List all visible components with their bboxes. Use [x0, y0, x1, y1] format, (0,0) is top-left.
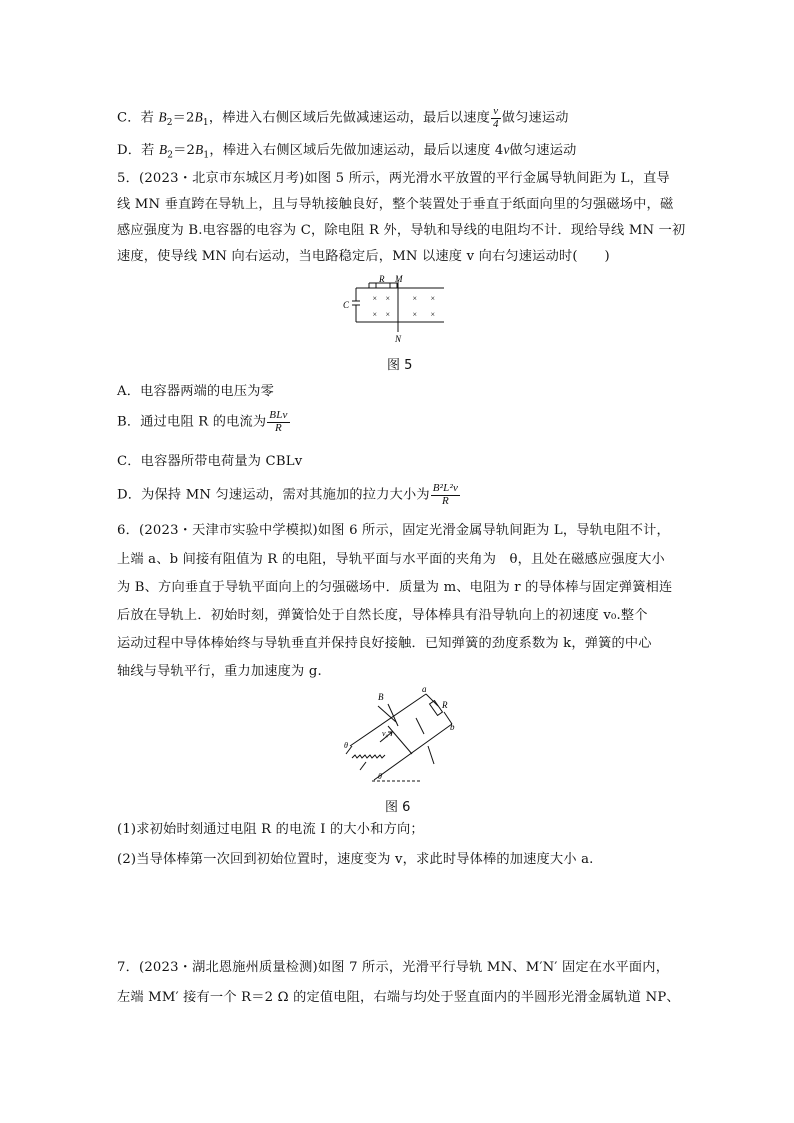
q6-line-3: 为 B、方向垂直于导轨平面向上的匀强磁场中．质量为 m、电阻为 r 的导体棒与固定弹簧相连 — [117, 580, 673, 595]
fig5-label-r: R — [379, 274, 385, 284]
q6-line-2: 上端 a、b 间接有阻值为 R 的电阻，导轨平面与水平面的夹角为 θ，且处在磁感应强度大小 — [117, 552, 665, 567]
q5-option-d: D．为保持 MN 匀速运动，需对其施加的拉力大小为 $\frac{\text{B²L²v}}{R}$ — [117, 482, 459, 507]
fig5-label-m: M — [395, 274, 403, 284]
fig5-cross: × — [430, 310, 436, 319]
q5-line-4: 速度，使导线 MN 向右运动，当电路稳定后，MN 以速度 v 向右匀速运动时( ) — [117, 249, 610, 264]
fig6-label-theta: θ — [344, 741, 348, 750]
q5-option-c: C．电容器所带电荷量为 CBLv — [117, 454, 303, 469]
fig5-label-n: N — [395, 334, 402, 344]
q4-option-c: C．若 $B_2=2B_1$，棒进入右侧区域后先做减速运动，最后以速度 $\frac{v}{4}$ 做匀速运动 — [117, 105, 569, 130]
q6-sub-1: (1)求初始时刻通过电阻 R 的电流 I 的大小和方向； — [117, 822, 424, 837]
q6-line-1: 6．(2023・天津市实验中学模拟)如图 6 所示，固定光滑金属导轨间距为 L，导轨电阻不计， — [117, 523, 670, 538]
q5-option-a: A．电容器两端的电压为零 — [117, 384, 274, 399]
figure-5-circuit — [340, 274, 450, 346]
fig6-label-v0: v₀ — [382, 729, 389, 738]
q6-sub-2: (2)当导体棒第一次回到初始位置时，速度变为 v，求此时导体棒的加速度大小 a. — [117, 852, 594, 867]
fig6-label-theta: θ — [378, 772, 382, 781]
q6-line-5: 运动过程中导体棒始终与导轨垂直并保持良好接触．已知弹簧的劲度系数为 k，弹簧的中心 — [117, 636, 652, 651]
fig6-label-b-point: b — [450, 722, 455, 732]
fig5-cross: × — [385, 310, 391, 319]
q7-line-2: 左端 MM′ 接有一个 R＝2 Ω 的定值电阻，右端与均处于竖直面内的半圆形光滑金属轨道 NP、 — [117, 990, 680, 1005]
fig5-cross: × — [372, 310, 378, 319]
fig5-cross: × — [412, 310, 418, 319]
fig5-cross: × — [385, 294, 391, 303]
q6-line-4: 后放在导轨上．初始时刻，弹簧恰处于自然长度，导体棒具有沿导轨向上的初速度 v₀.整个 — [117, 608, 648, 623]
fig6-label-r: R — [442, 700, 448, 710]
q5-line-1: 5．(2023・北京市东城区月考)如图 5 所示，两光滑水平放置的平行金属导轨间距为 L，直导 — [117, 171, 670, 186]
fig6-label-b: B — [378, 692, 384, 702]
figure-6-caption: 图 6 — [385, 800, 411, 815]
q6-line-6: 轴线与导轨平行，重力加速度为 g. — [117, 664, 322, 679]
fig5-cross: × — [430, 294, 436, 303]
q7-line-1: 7．(2023・湖北恩施州质量检测)如图 7 所示，光滑平行导轨 MN、M′N′ 固定在水平面内， — [117, 960, 670, 975]
fig6-label-a: a — [422, 684, 427, 694]
fig5-label-c: C — [343, 300, 350, 310]
q5-option-b: B．通过电阻 R 的电流为 $\frac{\text{BLv}}{R}$ — [117, 409, 288, 434]
speed-fraction: $\frac{v}{4}$ — [493, 105, 499, 130]
q5-line-2: 线 MN 垂直跨在导轨上，且与导轨接触良好，整个装置处于垂直于纸面向里的匀强磁场中，磁 — [117, 197, 674, 212]
figure-6-incline — [338, 684, 468, 788]
fig5-cross: × — [372, 294, 378, 303]
figure-5-caption: 图 5 — [387, 358, 413, 373]
q4-option-d: D．若 $B_2=2B_1$，棒进入右侧区域后先做加速运动，最后以速度 4v做匀速运动 — [117, 142, 577, 161]
q5-line-3: 感应强度为 B.电容器的电容为 C，除电阻 R 外，导轨和导线的电阻均不计．现给导线 MN 一初 — [117, 223, 686, 238]
fig5-cross: × — [412, 294, 418, 303]
